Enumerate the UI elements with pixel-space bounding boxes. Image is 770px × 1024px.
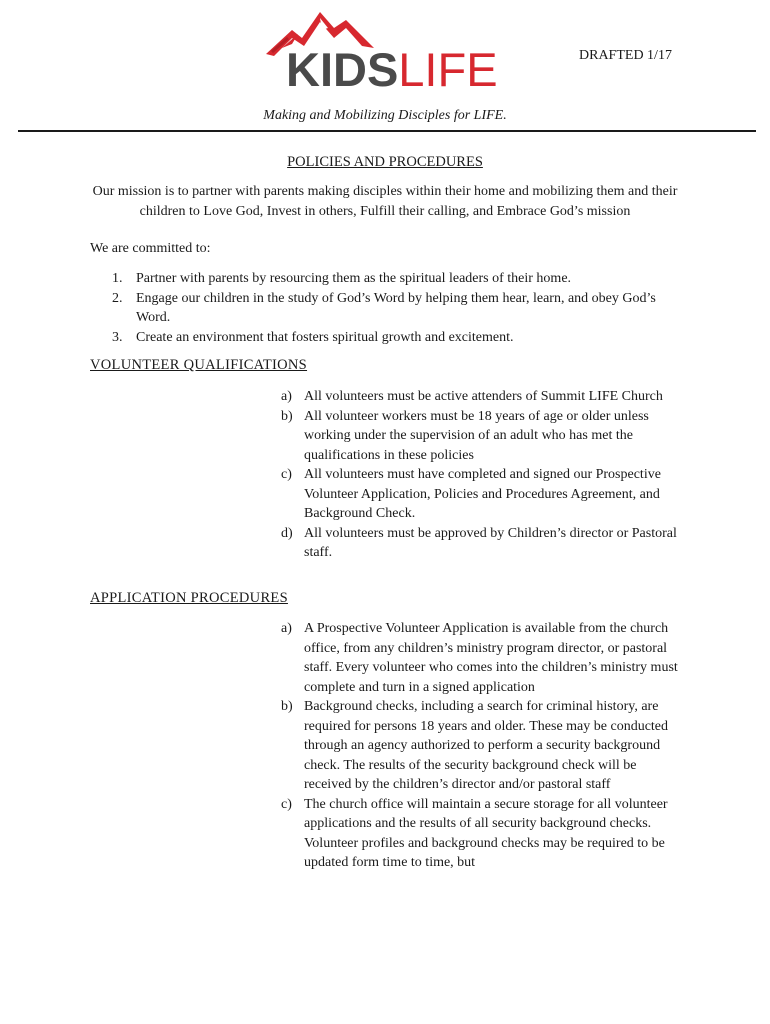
- logo-kids-text: KIDS: [286, 43, 399, 96]
- list-item: [112, 289, 682, 328]
- drafted-date: DRAFTED 1/17: [579, 48, 672, 63]
- mission-statement: Our mission is to partner with parents making disciples within their home and mobilizing them and their children to Love God, Invest in others, Fulfill their calling, and Embrace God’s mission: [92, 184, 678, 219]
- committed-intro: We are committed to:: [90, 241, 211, 256]
- list-text: All volunteers must be active attenders of Summit LIFE Church: [304, 389, 663, 404]
- list-letter: b): [281, 408, 293, 424]
- application-procedures-heading: APPLICATION PROCEDURES: [90, 590, 288, 606]
- list-item: [281, 619, 681, 697]
- logo-life-text: LIFE: [398, 43, 498, 96]
- list-number: 1.: [112, 271, 123, 286]
- list-text: All volunteer workers must be 18 years of age or older unless working under the supervision of an adult who has met the qualifications in these policies: [304, 408, 649, 463]
- list-letter: c): [281, 796, 292, 812]
- list-text: All volunteers must have completed and signed our Prospective Volunteer Application, Policies and Procedures Agreement, and Background Check.: [304, 467, 661, 521]
- list-item: [281, 795, 681, 873]
- list-number: 3.: [112, 329, 123, 345]
- list-letter: c): [281, 467, 292, 482]
- policies-title: POLICIES AND PROCEDURES: [287, 154, 483, 170]
- header-divider: [18, 130, 756, 132]
- logo-wordmark: [286, 43, 498, 96]
- list-text: The church office will maintain a secure storage for all volunteer applications and the results of all security background checks. Volunteer profiles and background checks may be required to be updated form time to time, but: [304, 796, 668, 870]
- list-text: Engage our children in the study of God’s Word by helping them hear, learn, and obey God’s Word.: [136, 290, 656, 325]
- list-item: [281, 524, 681, 563]
- list-item: [281, 387, 681, 407]
- list-letter: b): [281, 699, 293, 714]
- list-item: [112, 269, 682, 289]
- list-item: [281, 697, 681, 795]
- list-letter: a): [281, 621, 292, 636]
- volunteer-qualifications-heading: VOLUNTEER QUALIFICATIONS: [90, 357, 308, 373]
- list-text: A Prospective Volunteer Application is available from the church office, from any children’s ministry program director, or pastoral staff. Every volunteer who comes into the children’s ministry must complete and turn in a signed application: [304, 621, 678, 695]
- list-item: [112, 328, 682, 348]
- application-procedures-list: [281, 619, 681, 873]
- list-text: All volunteers must be approved by Children’s director or Pastoral staff.: [304, 525, 677, 560]
- list-text: Background checks, including a search for criminal history, are required for persons 18 years and older. These may be conducted through an agency authorized to perform a security background check. The results of the security background check will be received by the children’s director and/or pastoral staff: [304, 699, 669, 792]
- kidslife-logo: [262, 8, 502, 96]
- list-text: Partner with parents by resourcing them as the spiritual leaders of their home.: [136, 271, 572, 286]
- commitments-list: [112, 269, 682, 347]
- volunteer-qualifications-list: [281, 387, 681, 563]
- list-item: [281, 407, 681, 466]
- list-text: Create an environment that fosters spiritual growth and excitement.: [136, 329, 514, 345]
- list-letter: a): [281, 389, 292, 404]
- list-number: 2.: [112, 290, 123, 306]
- list-letter: d): [281, 525, 293, 541]
- list-item: [281, 465, 681, 524]
- tagline: Making and Mobilizing Disciples for LIFE.: [263, 108, 507, 123]
